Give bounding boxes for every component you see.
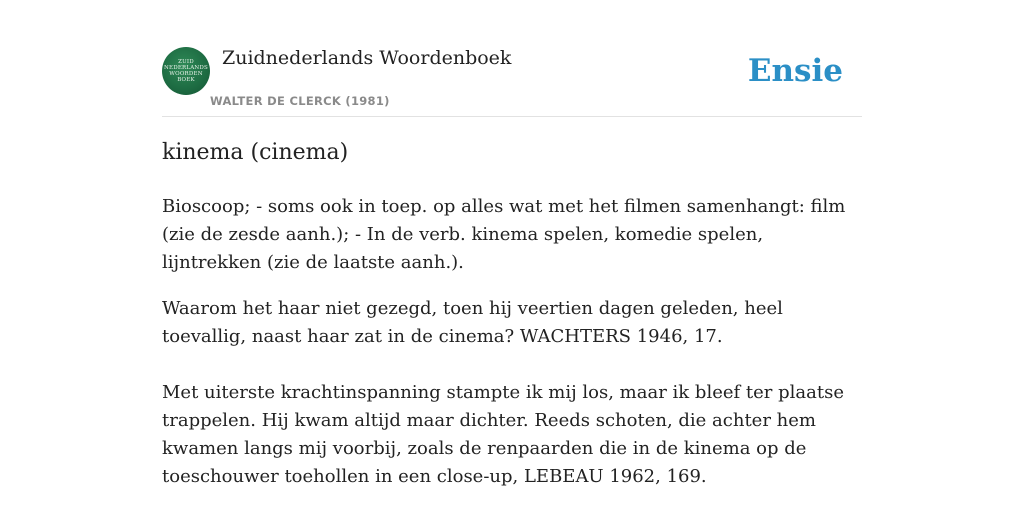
logo-text-line: WOORDEN: [169, 71, 203, 77]
logo-text-line: ZUID: [178, 58, 194, 65]
ensie-brand-logo[interactable]: Ensie: [747, 53, 843, 89]
dictionary-author: WALTER DE CLERCK (1981): [210, 94, 390, 108]
dictionary-title-link[interactable]: Zuidnederlands Woordenboek: [222, 47, 512, 69]
logo-text-line: NEDERLANDS: [163, 64, 208, 71]
header: [162, 46, 862, 117]
entry-quote: Met uiterste krachtinspanning stampte ik mij los, maar ik bleef ter plaatse trappelen. Hij kwam altijd maar dichter. Reeds schoten, die achter hem kwamen langs mij voorbij, zoals de renpaarden die in de kinema op de toeschouwer toehollen in een close-up, LEBEAU 1962, 169.: [162, 382, 844, 487]
entry-quote: Waarom het haar niet gezegd, toen hij veertien dagen geleden, heel toevallig, naast haar zat in de cinema? WACHTERS 1946, 17.: [162, 298, 783, 347]
dictionary-logo[interactable]: [162, 47, 210, 95]
logo-text-line: BOEK: [177, 77, 195, 84]
entry-definition: Bioscoop; - soms ook in toep. op alles wat met het filmen samenhangt: film (zie de zesde aanh.); - In de verb. kinema spelen, komedie spelen, lijntrekken (zie de laatste aanh.).: [162, 196, 846, 273]
entry-title: kinema (cinema): [162, 140, 349, 165]
